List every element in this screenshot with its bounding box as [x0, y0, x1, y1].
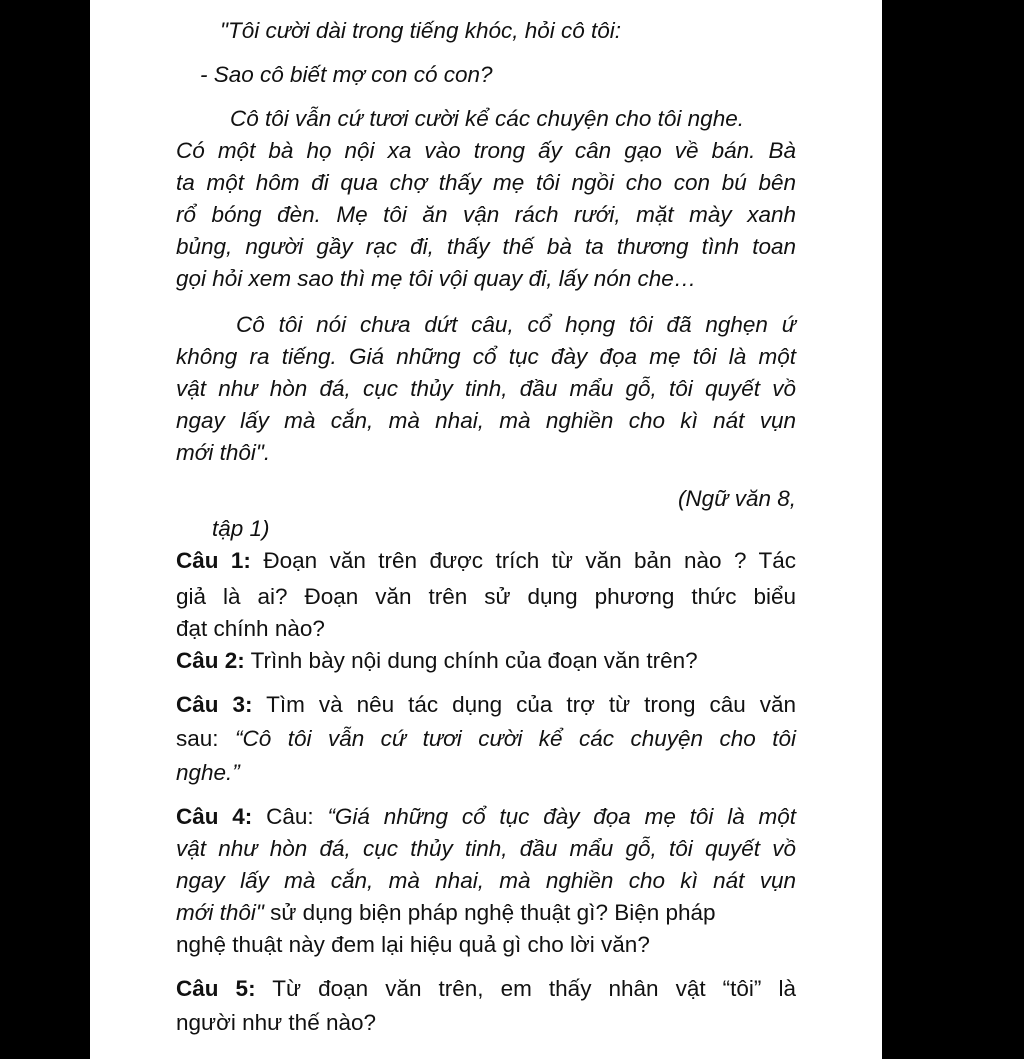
- question-2: [176, 645, 796, 677]
- question-4-line-4: [176, 897, 796, 929]
- question-3-line-2: [176, 723, 796, 755]
- question-5-line-2: người như thế nào?: [176, 1010, 377, 1035]
- question-4-label: Câu 4:: [176, 804, 253, 829]
- paragraph2-line-1: Cô tôi nói chưa dứt câu, cổ họng tôi đã nghẹn ứ: [236, 312, 796, 337]
- paragraph1-line-6: gọi hỏi xem sao thì mẹ tôi vội quay đi, lấy nón che…: [176, 266, 697, 291]
- passage-opening-line: "Tôi cười dài trong tiếng khóc, hỏi cô tôi:: [220, 18, 622, 43]
- passage-dialogue-line: - Sao cô biết mợ con có con?: [200, 62, 493, 87]
- question-4-line-1: [176, 801, 796, 833]
- question-4-text: sử dụng biện pháp nghệ thuật gì? Biện pháp: [263, 900, 716, 925]
- question-3-line-1: [176, 689, 796, 721]
- question-4-line-3: ngay lấy mà cắn, mà nhai, mà nghiền cho kì nát vụn: [176, 868, 796, 893]
- question-4-lead: Câu:: [266, 804, 328, 829]
- paragraph1-line-2: Có một bà họ nội xa vào trong ấy cân gạo về bán. Bà: [176, 138, 796, 163]
- paragraph2-line-4: ngay lấy mà cắn, mà nhai, mà nghiền cho kì nát vụn: [176, 408, 796, 433]
- question-1-line-2: giả là ai? Đoạn văn trên sử dụng phương thức biểu: [176, 584, 796, 609]
- question-3-label: Câu 3:: [176, 692, 253, 717]
- question-4-line-5: nghệ thuật này đem lại hiệu quả gì cho lời văn?: [176, 932, 650, 957]
- source-citation: (Ngữ văn 8,: [677, 486, 796, 511]
- question-1-label: Câu 1:: [176, 548, 251, 573]
- paragraph1-line-1: Cô tôi vẫn cứ tươi cười kể các chuyện cho tôi nghe.: [230, 106, 744, 131]
- question-1-line-1: [176, 545, 796, 577]
- question-4-quote-end: mới thôi": [176, 900, 264, 925]
- source-citation-volume: tập 1): [212, 516, 270, 541]
- paragraph2-line-3: vật như hòn đá, cục thủy tinh, đầu mẩu gỗ, tôi quyết vồ: [176, 376, 796, 401]
- question-5-line-1: [176, 973, 796, 1005]
- question-5-label: Câu 5:: [176, 976, 256, 1001]
- question-3-text: Tìm và nêu tác dụng của trợ từ trong câu văn: [266, 692, 796, 717]
- paragraph2-line-5: mới thôi".: [176, 440, 271, 465]
- question-4-line-2: vật như hòn đá, cục thủy tinh, đầu mẩu gỗ, tôi quyết vồ: [176, 836, 796, 861]
- question-3-quote: “Cô tôi vẫn cứ tươi cười kể các chuyện cho tôi: [235, 726, 796, 751]
- document-page: [90, 0, 882, 1059]
- paragraph1-line-4: rổ bóng đèn. Mẹ tôi ăn vận rách rưới, mặt mày xanh: [176, 202, 796, 227]
- question-2-text: Trình bày nội dung chính của đoạn văn trên?: [250, 648, 698, 673]
- paragraph1-line-5: bủng, người gầy rạc đi, thấy thế bà ta thương tình toan: [176, 234, 796, 259]
- question-5-text: Từ đoạn văn trên, em thấy nhân vật “tôi” là: [272, 976, 796, 1001]
- question-1-line-3: đạt chính nào?: [176, 616, 325, 641]
- paragraph2-line-2: không ra tiếng. Giá những cổ tục đày đọa mẹ tôi là một: [176, 344, 796, 369]
- question-3-line-3: nghe.”: [176, 760, 240, 785]
- question-4-quote: “Giá những cổ tục đày đọa mẹ tôi là một: [327, 804, 797, 829]
- question-1-text: Đoạn văn trên được trích từ văn bản nào ? Tác: [263, 548, 796, 573]
- question-3-lead: sau:: [176, 726, 235, 751]
- question-2-label: Câu 2:: [176, 648, 245, 673]
- paragraph1-line-3: ta một hôm đi qua chợ thấy mẹ tôi ngồi cho con bú bên: [176, 170, 796, 195]
